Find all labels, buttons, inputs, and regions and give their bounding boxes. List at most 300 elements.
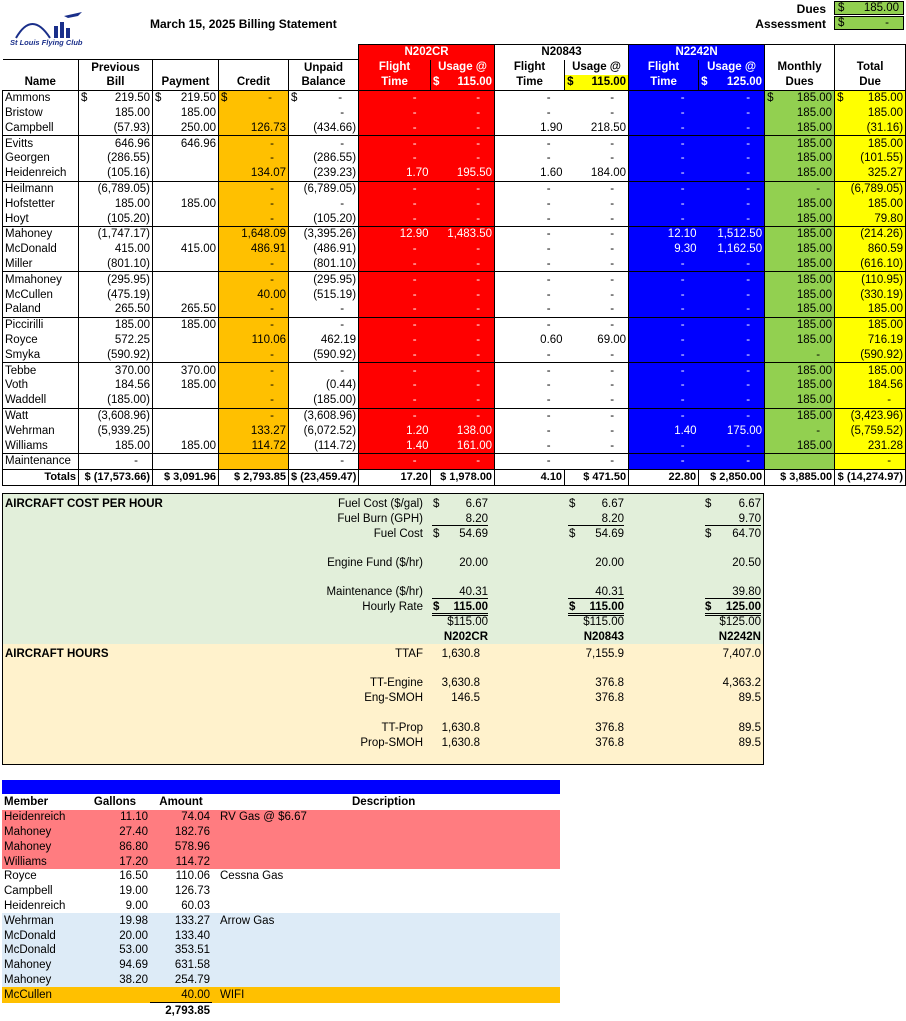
row-total-due	[835, 90, 906, 105]
fuel-gallons: 11.10	[120, 811, 148, 824]
row-usage-n2242n: -	[699, 378, 765, 393]
fuel-row	[2, 839, 560, 854]
row-flight-n202cr: -	[359, 196, 431, 211]
totals-row	[3, 469, 906, 485]
row-name: Heidenreich	[3, 166, 79, 181]
rate-check: $115.00	[447, 616, 488, 628]
fuel-amount: 126.73	[174, 885, 210, 898]
cell-value: 219.50	[114, 92, 150, 105]
row-usage-n2242n: 1,512.50	[699, 227, 765, 242]
table-row	[3, 302, 906, 317]
hours-tt-engine: 3,630.8	[441, 677, 480, 689]
label-maintenance: Maintenance ($/hr)	[326, 586, 423, 598]
hours-tt-engine: 4,363.2	[722, 677, 761, 689]
row-name: Ammons	[3, 90, 79, 105]
table-row	[3, 378, 906, 393]
fuel-desc: RV Gas @ $6.67	[220, 811, 307, 824]
hours-prop-smoh: 1,630.8	[441, 737, 480, 749]
row-total-due: 185.00	[835, 302, 906, 317]
row-usage-n20843: -	[610, 258, 615, 271]
fuel-desc	[212, 884, 560, 899]
total-u1: $ 1,978.00	[431, 469, 495, 485]
row-flight-n202cr: -	[359, 378, 431, 393]
row-usage-n202cr: -	[431, 106, 495, 121]
fuel-gallons: 20.00	[119, 929, 148, 942]
row-unpaid: (239.23)	[289, 166, 359, 181]
row-flight-n2242n: -	[629, 120, 699, 135]
fuel-col-member: Member	[4, 796, 49, 809]
currency-sign: $	[569, 498, 576, 510]
total-f2: 4.10	[495, 469, 565, 485]
row-flight-n202cr: -	[359, 90, 431, 105]
row-credit: 486.91	[219, 242, 289, 257]
row-monthly-dues: 185.00	[765, 287, 835, 302]
label-engine-fund: Engine Fund ($/hr)	[327, 557, 423, 569]
assessment-value-cell: $ -	[834, 16, 904, 30]
total-f1: 17.20	[359, 469, 431, 485]
table-row	[3, 227, 906, 242]
plane-label-0: N202CR	[443, 631, 488, 643]
table-row	[3, 211, 906, 226]
cost-fuel-cost-gal: 6.67	[465, 498, 488, 510]
fuel-gallons: 17.20	[119, 855, 148, 868]
row-prev	[79, 90, 153, 105]
cost-engine-fund: 20.50	[732, 557, 761, 569]
row-flight-n20843: -	[495, 272, 565, 287]
fuel-amount: 578.96	[174, 840, 210, 853]
row-flight-n202cr: -	[359, 120, 431, 135]
row-usage-n20843: 69.00	[597, 334, 627, 347]
row-credit: -	[219, 363, 289, 378]
table-row	[3, 272, 906, 287]
hours-eng-smoh: 89.5	[738, 692, 761, 704]
fuel-row	[2, 854, 560, 869]
row-usage-n2242n: -	[699, 302, 765, 317]
cost-fuel-cost-gal: 6.67	[738, 498, 761, 510]
currency-sign: $	[433, 498, 440, 510]
row-flight-n20843: -	[495, 408, 565, 423]
row-name: Hofstetter	[3, 196, 79, 211]
row-total-due: 185.00	[835, 106, 906, 121]
row-usage-n2242n: -	[699, 317, 765, 332]
row-flight-n202cr: -	[359, 333, 431, 348]
total-total: $ (14,274.97)	[835, 469, 906, 485]
plane-header-0: N202CR	[359, 45, 495, 60]
billing-table: N202CR N20843 N2242N Previous Unpaid Flight Usage @ Flight Usage @ Flight Usage @ Monthly Total Name Bill Payment Credit Balance Time $ 115.00 Time $ 115.00 Time $ 125.00 Dues Due Ammons $ 219.50 $ 219.50 $ - $ - - - - - - - $ 185.00 $ 185.00 Bristow 185.00 185.00 - - - - - - - 185.00 185.00 Campbell (57.93) 250.00 126.73 (434.66) - - 1.90 218.50 - - 185.00 (31.16) Evitts 646.96 646.96 - - - - - - - - 185.00 185.00 Georgen (286.55) - (286.55) - - - - - - 185.00 (101.55) Heidenreich (105.16) 134.07 (239.23) 1.70 195.50 1.60 184.00 - - 185.00 325.27 Heilmann (6,789.05) - (6,789.05) - - - - - - - (6,789.05) Hofstetter 185.00 185.00 - - - - - - - - 185.00 185.00 Hoyt (105.20) - (105.20) - - - - - - 185.00 79.80 Mahoney (1,747.17) 1,648.09 (3,395.26) 12.90 1,483.50 - - 12.10 1,512.50 185.00 (214.26) McDonald 415.00 415.00 486.91 (486.91) - - - - 9.30 1,162.50 185.00 860.59 Miller (801.10) - (801.10) - - - - - - 185.00 (616.10) Mmahoney (295.95) - (295.95) - - - - - - 185.00 (110.95) McCullen (475.19) 40.00 (515.19) - - - - - - 185.00 (330.19) Paland 265.50 265.50 - - - - - - - - 185.00 185.00 Piccirilli 185.00 185.00 - - - - - - - - 185.00 185.00 Royce 572.25 110.06 462.19 - - 0.60 69.00 - - 185.00 716.19 Smyka (590.92) - (590.92) - - - - - - - (590.92) Tebbe 370.00 370.00 - - - - - - - - 185.00 185.00 Voth 184.56 185.00 - (0.44) - - - - - - 185.00 184.56 Waddell (185.00) - (185.00) - - - - - - 185.00 - Watt (3,608.96) - (3,608.96) - - - - - - 185.00 (3,423.96) Wehrman (5,939.25) 133.27 (6,072.52) 1.20 138.00 - - 1.40 175.00 - (5,759.52) Williams 185.00 185.00 114.72 (114.72) 1.40 161.00 - - - - 185.00 231.28 Maintenance - - - - - - - - - Totals $ (17,573.66) $ 3,091.96 $ 2,793.85 $ (23,459.47) 17.20 $ 1,978.00 4.10 $ 471.50 22.80 $ 2,850.00 $ 3,885.00 $ (14,274.97)	[2, 44, 906, 486]
row-flight-n202cr: -	[359, 408, 431, 423]
fuel-member: Campbell	[4, 885, 53, 898]
row-usage-n20843: -	[565, 227, 629, 242]
row-flight-n202cr: -	[359, 151, 431, 166]
row-usage-n20843: -	[565, 272, 629, 287]
row-usage-n2242n: -	[699, 257, 765, 272]
row-flight-n2242n: 1.40	[629, 423, 699, 438]
table-row	[3, 106, 906, 121]
plane-header-2: N2242N	[629, 45, 765, 60]
row-credit: 110.06	[219, 333, 289, 348]
row-flight-n202cr: -	[359, 347, 431, 362]
total-f3: 22.80	[629, 469, 699, 485]
row-credit: 126.73	[219, 120, 289, 135]
row-flight-n20843: -	[495, 302, 565, 317]
row-flight-n2242n: -	[629, 302, 699, 317]
row-flight-n20843: -	[495, 90, 565, 105]
fuel-col-amount: Amount	[159, 796, 203, 809]
currency-sign: $	[569, 601, 576, 613]
row-unpaid: (486.91)	[289, 242, 359, 257]
cost-fuel-cost: 64.70	[732, 528, 761, 540]
row-payment	[153, 211, 219, 226]
row-name: Georgen	[3, 151, 79, 166]
table-row	[3, 363, 906, 378]
rate-2: $ 125.00	[699, 75, 765, 90]
row-total-due: (616.10)	[835, 257, 906, 272]
label-fuel-cost: Fuel Cost	[373, 528, 423, 540]
row-usage-n20843: 184.00	[590, 167, 627, 180]
row-payment: 185.00	[153, 196, 219, 211]
cost-fuel-burn: 9.70	[705, 513, 761, 526]
row-usage-n202cr: -	[431, 136, 495, 151]
row-usage-n20843: -	[610, 152, 615, 165]
row-unpaid: (434.66)	[289, 120, 359, 135]
row-unpaid: (801.10)	[289, 257, 359, 272]
row-total-due: 79.80	[835, 211, 906, 226]
row-payment	[153, 408, 219, 423]
row-usage-n20843: -	[565, 90, 629, 105]
rate-1: $ 115.00	[565, 75, 629, 90]
cost-maintenance: 40.31	[432, 586, 488, 599]
row-flight-n20843: -	[495, 347, 565, 362]
fuel-amount: 133.27	[174, 914, 210, 927]
row-monthly-dues: 185.00	[765, 272, 835, 287]
cell-value: 185.00	[796, 92, 833, 105]
fuel-row	[2, 869, 560, 884]
row-usage-n2242n: -	[699, 90, 765, 105]
row-credit: 133.27	[219, 423, 289, 438]
row-name: Royce	[3, 333, 79, 348]
row-payment	[153, 151, 219, 166]
row-total-due: 185.00	[835, 363, 906, 378]
row-usage-n202cr: -	[431, 454, 495, 470]
dues-label: Dues	[796, 2, 826, 16]
fuel-desc	[212, 854, 560, 869]
row-payment	[153, 272, 219, 287]
row-prev: 185.00	[79, 438, 153, 453]
fuel-row	[2, 825, 560, 840]
row-monthly-dues: -	[765, 347, 835, 362]
fuel-member: Mahoney	[4, 959, 52, 972]
row-usage-n20843: -	[610, 197, 615, 210]
row-unpaid: (590.92)	[289, 347, 359, 362]
row-flight-n2242n: -	[629, 90, 699, 105]
row-monthly-dues	[765, 454, 835, 470]
row-total-due: (5,759.52)	[835, 423, 906, 438]
fuel-member: Wehrman	[4, 914, 54, 927]
currency-sign: $	[837, 92, 844, 105]
row-name: Mmahoney	[3, 272, 79, 287]
table-row	[3, 181, 906, 196]
row-payment	[153, 181, 219, 196]
plane-header-1: N20843	[495, 45, 629, 60]
row-total-due: 716.19	[835, 333, 906, 348]
hours-ttaf: 7,407.0	[722, 648, 761, 660]
row-payment	[153, 393, 219, 408]
assessment-value: -	[885, 17, 889, 29]
row-flight-n20843: 1.90	[495, 120, 565, 135]
row-prev: (295.95)	[79, 272, 153, 287]
row-credit: -	[219, 272, 289, 287]
row-monthly-dues: 185.00	[765, 151, 835, 166]
row-name: McCullen	[3, 287, 79, 302]
row-flight-n2242n: -	[629, 257, 699, 272]
total-credit: $ 2,793.85	[219, 469, 289, 485]
row-monthly-dues: 185.00	[765, 363, 835, 378]
row-usage-n202cr: -	[431, 181, 495, 196]
col-prev: Bill	[79, 75, 153, 90]
row-flight-n2242n: -	[629, 211, 699, 226]
fuel-member: McCullen	[4, 989, 52, 1001]
row-unpaid: -	[289, 196, 359, 211]
row-flight-n2242n: -	[629, 317, 699, 332]
row-usage-n20843: -	[565, 363, 629, 378]
row-flight-n202cr: 1.40	[359, 438, 431, 453]
fuel-desc	[212, 825, 560, 840]
fuel-total-row	[2, 1003, 560, 1018]
label-tt-prop: TT-Prop	[381, 722, 423, 734]
row-monthly-dues: 185.00	[765, 242, 835, 257]
logo-text: St Louis Flying Club	[10, 38, 83, 47]
row-usage-n2242n: -	[699, 211, 765, 226]
row-flight-n20843: -	[495, 136, 565, 151]
row-name: Smyka	[3, 347, 79, 362]
label-eng-smoh: Eng-SMOH	[364, 692, 423, 704]
row-total-due: 325.27	[835, 166, 906, 181]
row-flight-n20843: -	[495, 393, 565, 408]
fuel-amount: 353.51	[174, 944, 210, 957]
table-row	[3, 120, 906, 135]
row-monthly-dues	[765, 90, 835, 105]
row-usage-n20843: -	[610, 439, 615, 452]
club-logo	[6, 8, 94, 48]
currency-sign: $	[705, 498, 712, 510]
row-unpaid: (3,395.26)	[289, 227, 359, 242]
row-monthly-dues: 185.00	[765, 166, 835, 181]
row-usage-n2242n: -	[699, 347, 765, 362]
currency-sign: $	[291, 92, 298, 105]
row-total-due: (3,423.96)	[835, 408, 906, 423]
row-unpaid: (6,789.05)	[289, 181, 359, 196]
fuel-desc	[212, 839, 560, 854]
row-monthly-dues: 185.00	[765, 378, 835, 393]
table-row	[3, 438, 906, 453]
fuel-desc	[212, 958, 560, 973]
row-usage-n202cr: -	[431, 302, 495, 317]
row-usage-n202cr: -	[431, 333, 495, 348]
fuel-row	[2, 943, 560, 958]
fuel-table	[2, 795, 560, 1018]
rate-0: $ 115.00	[431, 75, 495, 90]
row-name: Tebbe	[3, 363, 79, 378]
row-flight-n2242n: -	[629, 393, 699, 408]
row-flight-n2242n: -	[629, 196, 699, 211]
row-flight-n202cr: -	[359, 454, 431, 470]
row-flight-n20843: 0.60	[495, 333, 565, 348]
row-usage-n202cr: -	[431, 196, 495, 211]
cost-maintenance: 40.31	[568, 586, 624, 599]
row-name: Williams	[3, 438, 79, 453]
row-payment: 370.00	[153, 363, 219, 378]
label-ttaf: TTAF	[395, 648, 423, 660]
row-flight-n202cr: -	[359, 211, 431, 226]
row-flight-n20843: -	[495, 287, 565, 302]
row-unpaid: (515.19)	[289, 287, 359, 302]
fuel-gallons: 9.00	[125, 899, 148, 912]
hours-prop-smoh: 376.8	[595, 737, 624, 749]
table-row	[3, 317, 906, 332]
row-total-due: (330.19)	[835, 287, 906, 302]
row-unpaid: (295.95)	[289, 272, 359, 287]
cost-fuel-cost: 54.69	[595, 528, 624, 540]
table-row	[3, 166, 906, 181]
row-unpaid: -	[289, 317, 359, 332]
fuel-gallons: 16.50	[119, 870, 148, 883]
row-prev: (590.92)	[79, 347, 153, 362]
row-flight-n202cr: -	[359, 287, 431, 302]
label-fuel-burn: Fuel Burn (GPH)	[337, 513, 423, 525]
row-usage-n2242n: -	[699, 408, 765, 423]
fuel-gallons: 86.80	[119, 840, 148, 853]
fuel-amount: 114.72	[175, 855, 210, 868]
cost-section-title: AIRCRAFT COST PER HOUR	[5, 498, 163, 510]
row-flight-n20843: -	[495, 196, 565, 211]
row-payment	[153, 347, 219, 362]
currency-sign: $	[705, 528, 712, 540]
fuel-empty	[80, 1003, 150, 1018]
row-credit: 134.07	[219, 166, 289, 181]
row-usage-n2242n: -	[699, 333, 765, 348]
row-total-due: 184.56	[835, 378, 906, 393]
row-prev: 415.00	[79, 242, 153, 257]
fuel-gallons	[80, 987, 150, 1002]
row-prev: 572.25	[79, 333, 153, 348]
row-flight-n20843: -	[495, 317, 565, 332]
row-monthly-dues: 185.00	[765, 227, 835, 242]
cost-fuel-burn: 8.20	[432, 513, 488, 526]
fuel-amount: 631.58	[174, 959, 210, 972]
row-flight-n202cr: -	[359, 257, 431, 272]
cell-value: -	[338, 92, 343, 105]
row-name: Miller	[3, 257, 79, 272]
row-usage-n202cr: -	[431, 151, 495, 166]
row-usage-n20843: -	[565, 136, 629, 151]
fuel-desc	[212, 899, 560, 914]
row-prev: (57.93)	[79, 120, 153, 135]
row-credit: -	[219, 408, 289, 423]
row-flight-n20843: 1.60	[495, 166, 565, 181]
row-flight-n2242n: -	[629, 363, 699, 378]
row-name: Heilmann	[3, 181, 79, 196]
label-hourly-rate: Hourly Rate	[362, 601, 423, 613]
row-name: Campbell	[3, 120, 79, 135]
row-credit: -	[219, 211, 289, 226]
row-unpaid: 462.19	[289, 333, 359, 348]
hours-section-title: AIRCRAFT HOURS	[5, 648, 109, 660]
row-credit	[219, 454, 289, 470]
row-prev: (5,939.25)	[79, 423, 153, 438]
row-flight-n2242n: -	[629, 166, 699, 181]
row-payment	[153, 166, 219, 181]
row-flight-n202cr: 1.70	[359, 166, 431, 181]
row-flight-n20843: -	[495, 438, 565, 453]
row-usage-n20843: -	[565, 317, 629, 332]
row-usage-n202cr: -	[431, 257, 495, 272]
row-credit: -	[219, 378, 289, 393]
row-usage-n202cr: -	[431, 393, 495, 408]
assessment-label: Assessment	[755, 17, 826, 31]
row-flight-n2242n: -	[629, 287, 699, 302]
row-flight-n20843: -	[495, 423, 565, 438]
row-monthly-dues: 185.00	[765, 408, 835, 423]
dues-value-cell: $ 185.00	[834, 1, 904, 15]
row-flight-n2242n: 12.10	[629, 227, 699, 242]
row-unpaid: (114.72)	[289, 438, 359, 453]
row-flight-n202cr: 12.90	[359, 227, 431, 242]
row-prev: 185.00	[79, 106, 153, 121]
row-flight-n202cr: -	[359, 317, 431, 332]
row-monthly-dues: -	[765, 423, 835, 438]
row-name: Piccirilli	[3, 317, 79, 332]
row-flight-n202cr: -	[359, 242, 431, 257]
row-flight-n2242n: 9.30	[629, 242, 699, 257]
currency-sign: $	[221, 92, 228, 105]
row-usage-n202cr: -	[431, 287, 495, 302]
row-usage-n2242n: -	[699, 287, 765, 302]
fuel-empty	[2, 1003, 80, 1018]
fuel-member: McDonald	[4, 944, 56, 957]
row-monthly-dues: 185.00	[765, 136, 835, 151]
row-usage-n202cr: -	[431, 211, 495, 226]
row-total-due: (31.16)	[835, 120, 906, 135]
cell-value: -	[268, 92, 272, 105]
row-usage-n2242n: 1,162.50	[699, 242, 765, 257]
label-prop-smoh: Prop-SMOH	[360, 737, 423, 749]
row-usage-n2242n: -	[699, 166, 765, 181]
row-usage-n202cr: -	[431, 90, 495, 105]
cost-engine-fund: 20.00	[459, 557, 488, 569]
cost-fuel-burn: 8.20	[568, 513, 624, 526]
row-unpaid: (105.20)	[289, 211, 359, 226]
row-total-due: (6,789.05)	[835, 181, 906, 196]
row-monthly-dues: 185.00	[765, 438, 835, 453]
fuel-desc: Cessna Gas	[220, 870, 284, 883]
plane-label-2: N2242N	[718, 631, 761, 643]
row-credit: 114.72	[219, 438, 289, 453]
row-usage-n2242n: -	[699, 454, 765, 470]
row-flight-n2242n: -	[629, 106, 699, 121]
row-monthly-dues: 185.00	[765, 120, 835, 135]
fuel-row	[2, 987, 560, 1002]
row-usage-n2242n: -	[699, 196, 765, 211]
row-payment: 185.00	[153, 438, 219, 453]
total-prev: $ (17,573.66)	[79, 469, 153, 485]
fuel-row	[2, 810, 560, 825]
fuel-member: Heidenreich	[4, 899, 66, 912]
row-total-due: (590.92)	[835, 347, 906, 362]
row-payment: 646.96	[153, 136, 219, 151]
rate-check: $125.00	[719, 616, 761, 628]
fuel-gallons: 19.98	[119, 914, 148, 927]
fuel-amount: 40.00	[181, 988, 210, 1001]
